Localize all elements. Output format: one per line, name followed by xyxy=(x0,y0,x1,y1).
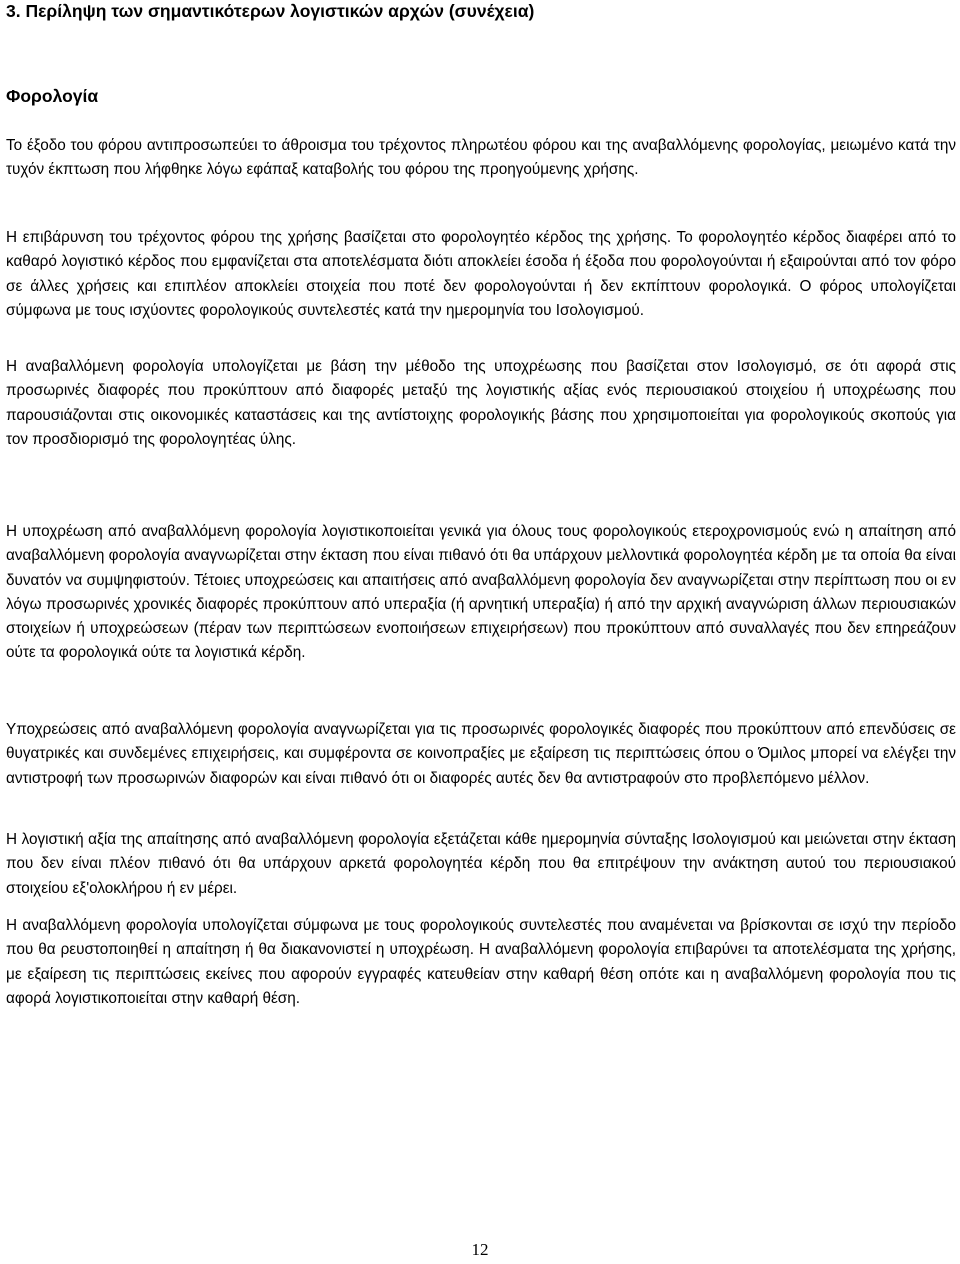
paragraph-tax-rates: Η αναβαλλόμενη φορολογία υπολογίζεται σύμφωνα με τους φορολογικούς συντελεστές που αναμένεται να βρίσκονται σε ισχύ την περίοδο που θα ρευστοποιηθεί η απαίτηση ή θα διακανονιστεί η υποχρέωση. Η αναβαλλόμενη φορολογία επιβαρύνει τα αποτελέσματα της χρήσης, με εξαίρεση τις περιπτώσεις εκείνες που αφορούν εγγραφές κατευθείαν στην καθαρή θέση οπότε και η αναβαλλόμενη φορολογία που τις αφορά λογιστικοποιείται στην καθαρή θέση. xyxy=(6,917,956,1007)
page-number: 12 xyxy=(471,1240,489,1259)
paragraph-deferred-tax-liability: Η υποχρέωση από αναβαλλόμενη φορολογία λογιστικοποιείται γενικά για όλους τους φορολογικούς ετεροχρονισμούς ενώ η απαίτηση από αναβαλλόμενη φορολογία αναγνωρίζεται στην έκταση που είναι πιθανό ότι θα υπάρχουν μελλοντικά φορολογητέα κέρδη με τα οποία θα είναι δυνατόν να συμψηφιστούν. Τέτοιες υποχρεώσεις και απαιτήσεις από αναβαλλόμενη φορολογία δεν αναγνωρίζεται στην περίπτωση που οι εν λόγω προσωρινές χρονικές διαφορές προκύπτουν από υπεραξία (ή αρνητική υπεραξία) ή από την αρχική αναγνώριση άλλων περιουσιακών στοιχείων ή υποχρεώσεων (πέραν των περιπτώσεων ενοποιήσεων επιχειρήσεων) που προκύπτουν από συναλλαγές που δεν επηρεάζουν ούτε τα φορολογικά ούτε τα λογιστικά κέρδη. xyxy=(6,523,956,662)
paragraph-current-tax: Η επιβάρυνση του τρέχοντος φόρου της χρήσης βασίζεται στο φορολογητέο κέρδος της χρήσης. Το φορολογητέο κέρδος διαφέρει από το καθαρό λογιστικό κέρδος που εμφανίζεται στα αποτελέσματα διότι αποκλείει έσοδα ή έξοδα που φορολογούνται ή εξαιρούνται από τον φόρο σε άλλες χρήσεις και επιπλέον αποκλείει στοιχεία που ποτέ δεν φορολογούνται ή δεν εκπίπτουν φορολογικά. Ο φόρος υπολογίζεται σύμφωνα με τους ισχύοντες φορολογικούς συντελεστές κατά την ημερομηνία του Ισολογισμού. xyxy=(6,229,956,319)
paragraph-tax-expense: Το έξοδο του φόρου αντιπροσωπεύει το άθροισμα του τρέχοντος πληρωτέου φόρου και της αναβαλλόμενης φορολογίας, μειωμένο κατά την τυχόν έκπτωση που λήφθηκε λόγω εφάπαξ καταβολής του φόρου της προηγούμενης χρήσης. xyxy=(6,137,956,179)
paragraph-carrying-amount-review: Η λογιστική αξία της απαίτησης από αναβαλλόμενη φορολογία εξετάζεται κάθε ημερομηνία σύνταξης Ισολογισμού και μειώνεται στην έκταση που δεν είναι πλέον πιθανό ότι θα υπάρχουν αρκετά φορολογητέα κέρδη που θα επιτρέψουν την ανάκτηση αυτού του περιουσιακού στοιχείου εξ'ολοκλήρου ή εν μέρει. xyxy=(6,831,956,897)
paragraph-deferred-tax-method: Η αναβαλλόμενη φορολογία υπολογίζεται με βάση την μέθοδο της υποχρέωσης που βασίζεται στον Ισολογισμό, σε ότι αφορά στις προσωρινές διαφορές που προκύπτουν από διαφορές μεταξύ της λογιστικής αξίας ενός περιουσιακού στοιχείου ή υποχρέωσης που παρουσιάζονται στις οικονομικές καταστάσεις και της αντίστοιχης φορολογικής βάσης που χρησιμοποιείται για φορολογικούς σκοπούς για τον προσδιορισμό της φορολογητέας ύλης. xyxy=(6,358,956,448)
section-title: 3. Περίληψη των σημαντικότερων λογιστικών αρχών (συνέχεια) xyxy=(6,1,535,21)
subheading-taxation: Φορολογία xyxy=(6,86,99,106)
paragraph-subsidiaries-deferred-tax: Υποχρεώσεις από αναβαλλόμενη φορολογία αναγνωρίζεται για τις προσωρινές φορολογικές διαφορές που προκύπτουν από επενδύσεις σε θυγατρικές και συνδεμένες επιχειρήσεις, και συμφέροντα σε κοινοπραξίες με εξαίρεση τις περιπτώσεις όπου ο Όμιλος μπορεί να ελέγξει την αντιστροφή των προσωρινών διαφορών και είναι πιθανό ότι οι διαφορές αυτές δεν θα αντιστραφούν στο προβλεπόμενο μέλλον. xyxy=(6,721,956,787)
